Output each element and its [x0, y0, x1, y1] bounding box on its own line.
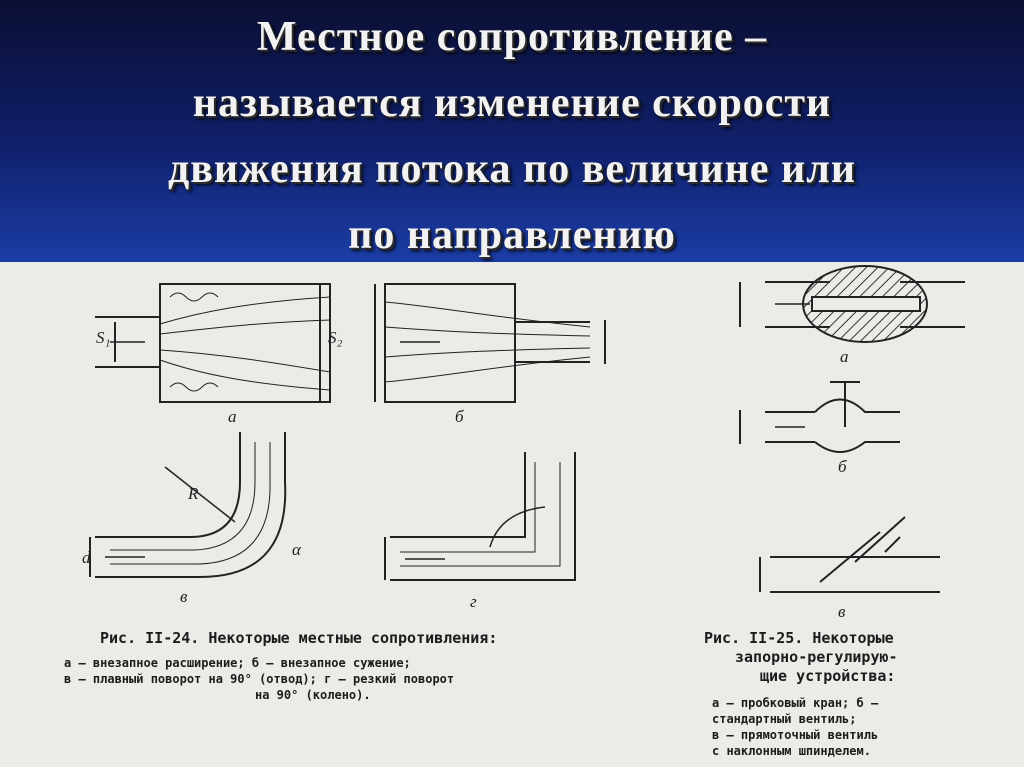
figure-24-legend-line: в — плавный поворот на 90° (отвод); г — резкий поворот — [64, 672, 455, 686]
title-line: по направлению — [348, 212, 676, 258]
figure-24-caption: Рис. II-24. Некоторые местные сопротивления: — [100, 629, 498, 647]
panel-label-v: в — [180, 587, 188, 606]
panel-label-b: б — [455, 407, 464, 426]
flow-arrows — [105, 304, 810, 559]
panel-label-a: а — [228, 407, 237, 426]
scanned-page — [0, 262, 1024, 767]
title-line: движения потока по величине или — [167, 146, 857, 192]
fig25-label-b: б — [838, 457, 847, 476]
plug-valve-diagram — [740, 266, 965, 342]
sudden-contraction-diagram — [375, 284, 605, 402]
figure-25-caption: запорно-регулирую- — [735, 648, 898, 666]
symbol-r: R — [188, 484, 199, 503]
slide-title — [0, 4, 1024, 268]
figure-25-legend-line: а — пробковый кран; б — — [712, 696, 879, 710]
figure-25-caption: щие устройства: — [760, 667, 896, 685]
smooth-bend-diagram — [90, 432, 285, 577]
figure-25-caption: Рис. II-25. Некоторые — [704, 629, 894, 647]
oblique-valve-diagram — [760, 517, 940, 592]
figure-25-legend-line: в — прямоточный вентиль — [712, 728, 879, 742]
symbol-d: d — [82, 548, 91, 567]
sharp-bend-diagram — [385, 452, 575, 580]
title-line: Местное сопротивление – — [256, 14, 768, 60]
title-line: называется изменение скорости — [192, 80, 832, 126]
title-banner — [0, 0, 1024, 262]
standard-valve-diagram — [740, 382, 900, 452]
figure-24-legend-line: а — внезапное расширение; б — внезапное сужение; — [64, 656, 411, 670]
figures-drawing — [0, 262, 1024, 767]
fig25-label-v: в — [838, 602, 846, 621]
panel-label-g: г — [470, 592, 477, 611]
figure-25-legend-line: с наклонным шпинделем. — [712, 744, 871, 758]
fig25-label-a: а — [840, 347, 849, 366]
symbol-s2: S₂ — [328, 328, 343, 347]
figure-25-legend-line: стандартный вентиль; — [712, 712, 857, 726]
sudden-expansion-diagram — [95, 284, 330, 402]
figure-24-legend-line: на 90° (колено). — [255, 688, 371, 702]
symbol-s1: S₁ — [96, 328, 111, 347]
symbol-alpha: α — [292, 540, 301, 559]
